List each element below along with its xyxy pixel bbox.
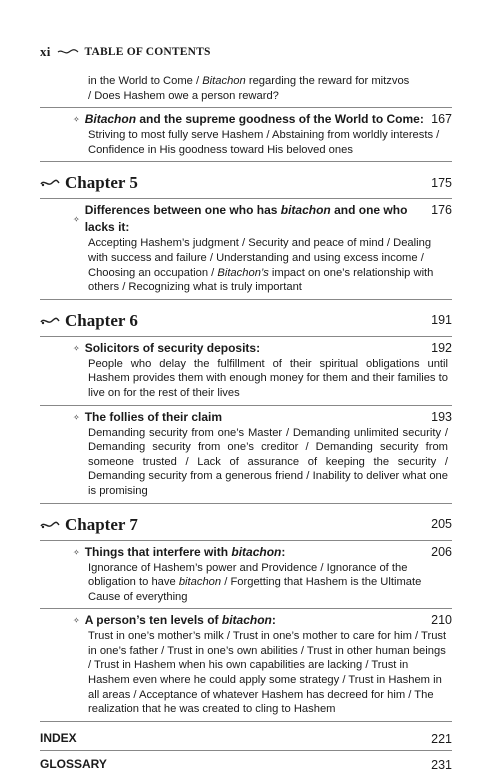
running-header: [40, 44, 211, 60]
section-description: Accepting Hashem’s judgment / Security and peace of mind / Dealing with success and failure / Understanding and using excess income / Choosing an occupation / Bitachon’s impact on one’s relationship with others / Recognizing what is truly important: [40, 236, 452, 299]
toc-entry-index[interactable]: [40, 725, 452, 751]
folio-number: xi: [40, 44, 51, 59]
toc-entry-glossary[interactable]: [40, 751, 452, 776]
diamond-bullet-icon: ✧: [73, 343, 80, 353]
flourish-icon: [57, 48, 79, 56]
section-description: Ignorance of Hashem’s power and Providence / Ignorance of the obligation to have bitachon / Forgetting that Hashem is the Ultimate Cause of everything: [40, 561, 452, 610]
ornament-icon: [40, 520, 60, 530]
header-title: TABLE OF CONTENTS: [84, 46, 211, 58]
page-number: 221: [431, 731, 452, 746]
page-number: 175: [431, 175, 452, 190]
page-number: 191: [431, 313, 452, 328]
section-title: ✧ Differences between one who has bitachon and one who lacks it:: [73, 203, 408, 235]
section-description: Trust in one’s mother’s milk / Trust in one’s mother to care for him / Trust in one’s father / Trust in one’s own abilities / Trust in other human beings / Trust in Hashem when his own capabilities are lacking / Trust in Hashem even where he could apply some strategy / Trust in Hashem in all areas / Acceptance of whatever Hashem has decreed for him / The realization that he was created to cling to Hashem: [40, 629, 452, 722]
page-number: 205: [431, 517, 452, 531]
diamond-bullet-icon: ✧: [73, 115, 80, 125]
diamond-bullet-icon: ✧: [73, 616, 80, 626]
toc-entry[interactable]: [40, 340, 452, 357]
section-title: ✧ The follies of their claim: [73, 409, 223, 424]
chapter-title: Chapter 5: [65, 173, 138, 193]
page-number: 167: [431, 112, 452, 127]
index-label: INDEX: [40, 730, 77, 745]
toc-list: [40, 74, 452, 776]
page-number: 206: [431, 544, 452, 559]
toc-entry[interactable]: [40, 409, 452, 426]
section-title: ✧ Things that interfere with bitachon:: [73, 544, 286, 559]
diamond-bullet-icon: ✧: [73, 547, 80, 557]
page-number: 193: [431, 409, 452, 424]
ornament-icon: [40, 316, 60, 326]
chapter-heading[interactable]: [40, 507, 452, 541]
section-title: ✧ Bitachon and the supreme goodness of the World to Come:: [73, 112, 424, 127]
diamond-bullet-icon: ✧: [73, 412, 80, 422]
page-number: 210: [431, 613, 452, 628]
chapter-title: Chapter 6: [65, 310, 138, 330]
ornament-icon: [40, 178, 60, 188]
chapter-heading[interactable]: [40, 165, 452, 199]
page-number: 192: [431, 340, 452, 355]
section-description: People who delay the fulfillment of their spiritual obligations until Hashem provides them with enough money for them and their families to live on for the rest of their lives: [40, 357, 452, 406]
section-title: ✧ A person’s ten levels of bitachon:: [73, 613, 276, 628]
section-description: Demanding security from one’s Master / Demanding unlimited security / Demanding security from one’s creditor / Demanding security from someone trusted / Lack of assurance of keeping the security / Demanding security from a generous friend / Inability to deliver what one is promising: [40, 426, 452, 504]
section-description: Striving to most fully serve Hashem / Abstaining from worldly interests / Confidence in His goodness toward His beloved ones: [40, 128, 452, 162]
toc-entry[interactable]: [40, 544, 452, 561]
page-number: 231: [431, 757, 452, 772]
toc-entry[interactable]: [40, 612, 452, 629]
diamond-bullet-icon: ✧: [73, 214, 80, 224]
section-title: ✧ Solicitors of security deposits:: [73, 340, 261, 355]
glossary-label: GLOSSARY: [40, 756, 107, 771]
chapter-title: Chapter 7: [65, 514, 138, 534]
toc-entry[interactable]: [40, 111, 452, 128]
page-number: 176: [431, 203, 452, 218]
continued-description: in the World to Come / Bitachon regarding the reward for mitzvos / Does Hashem owe a person reward?: [40, 74, 452, 108]
toc-entry[interactable]: [40, 202, 452, 236]
chapter-heading[interactable]: [40, 303, 452, 337]
